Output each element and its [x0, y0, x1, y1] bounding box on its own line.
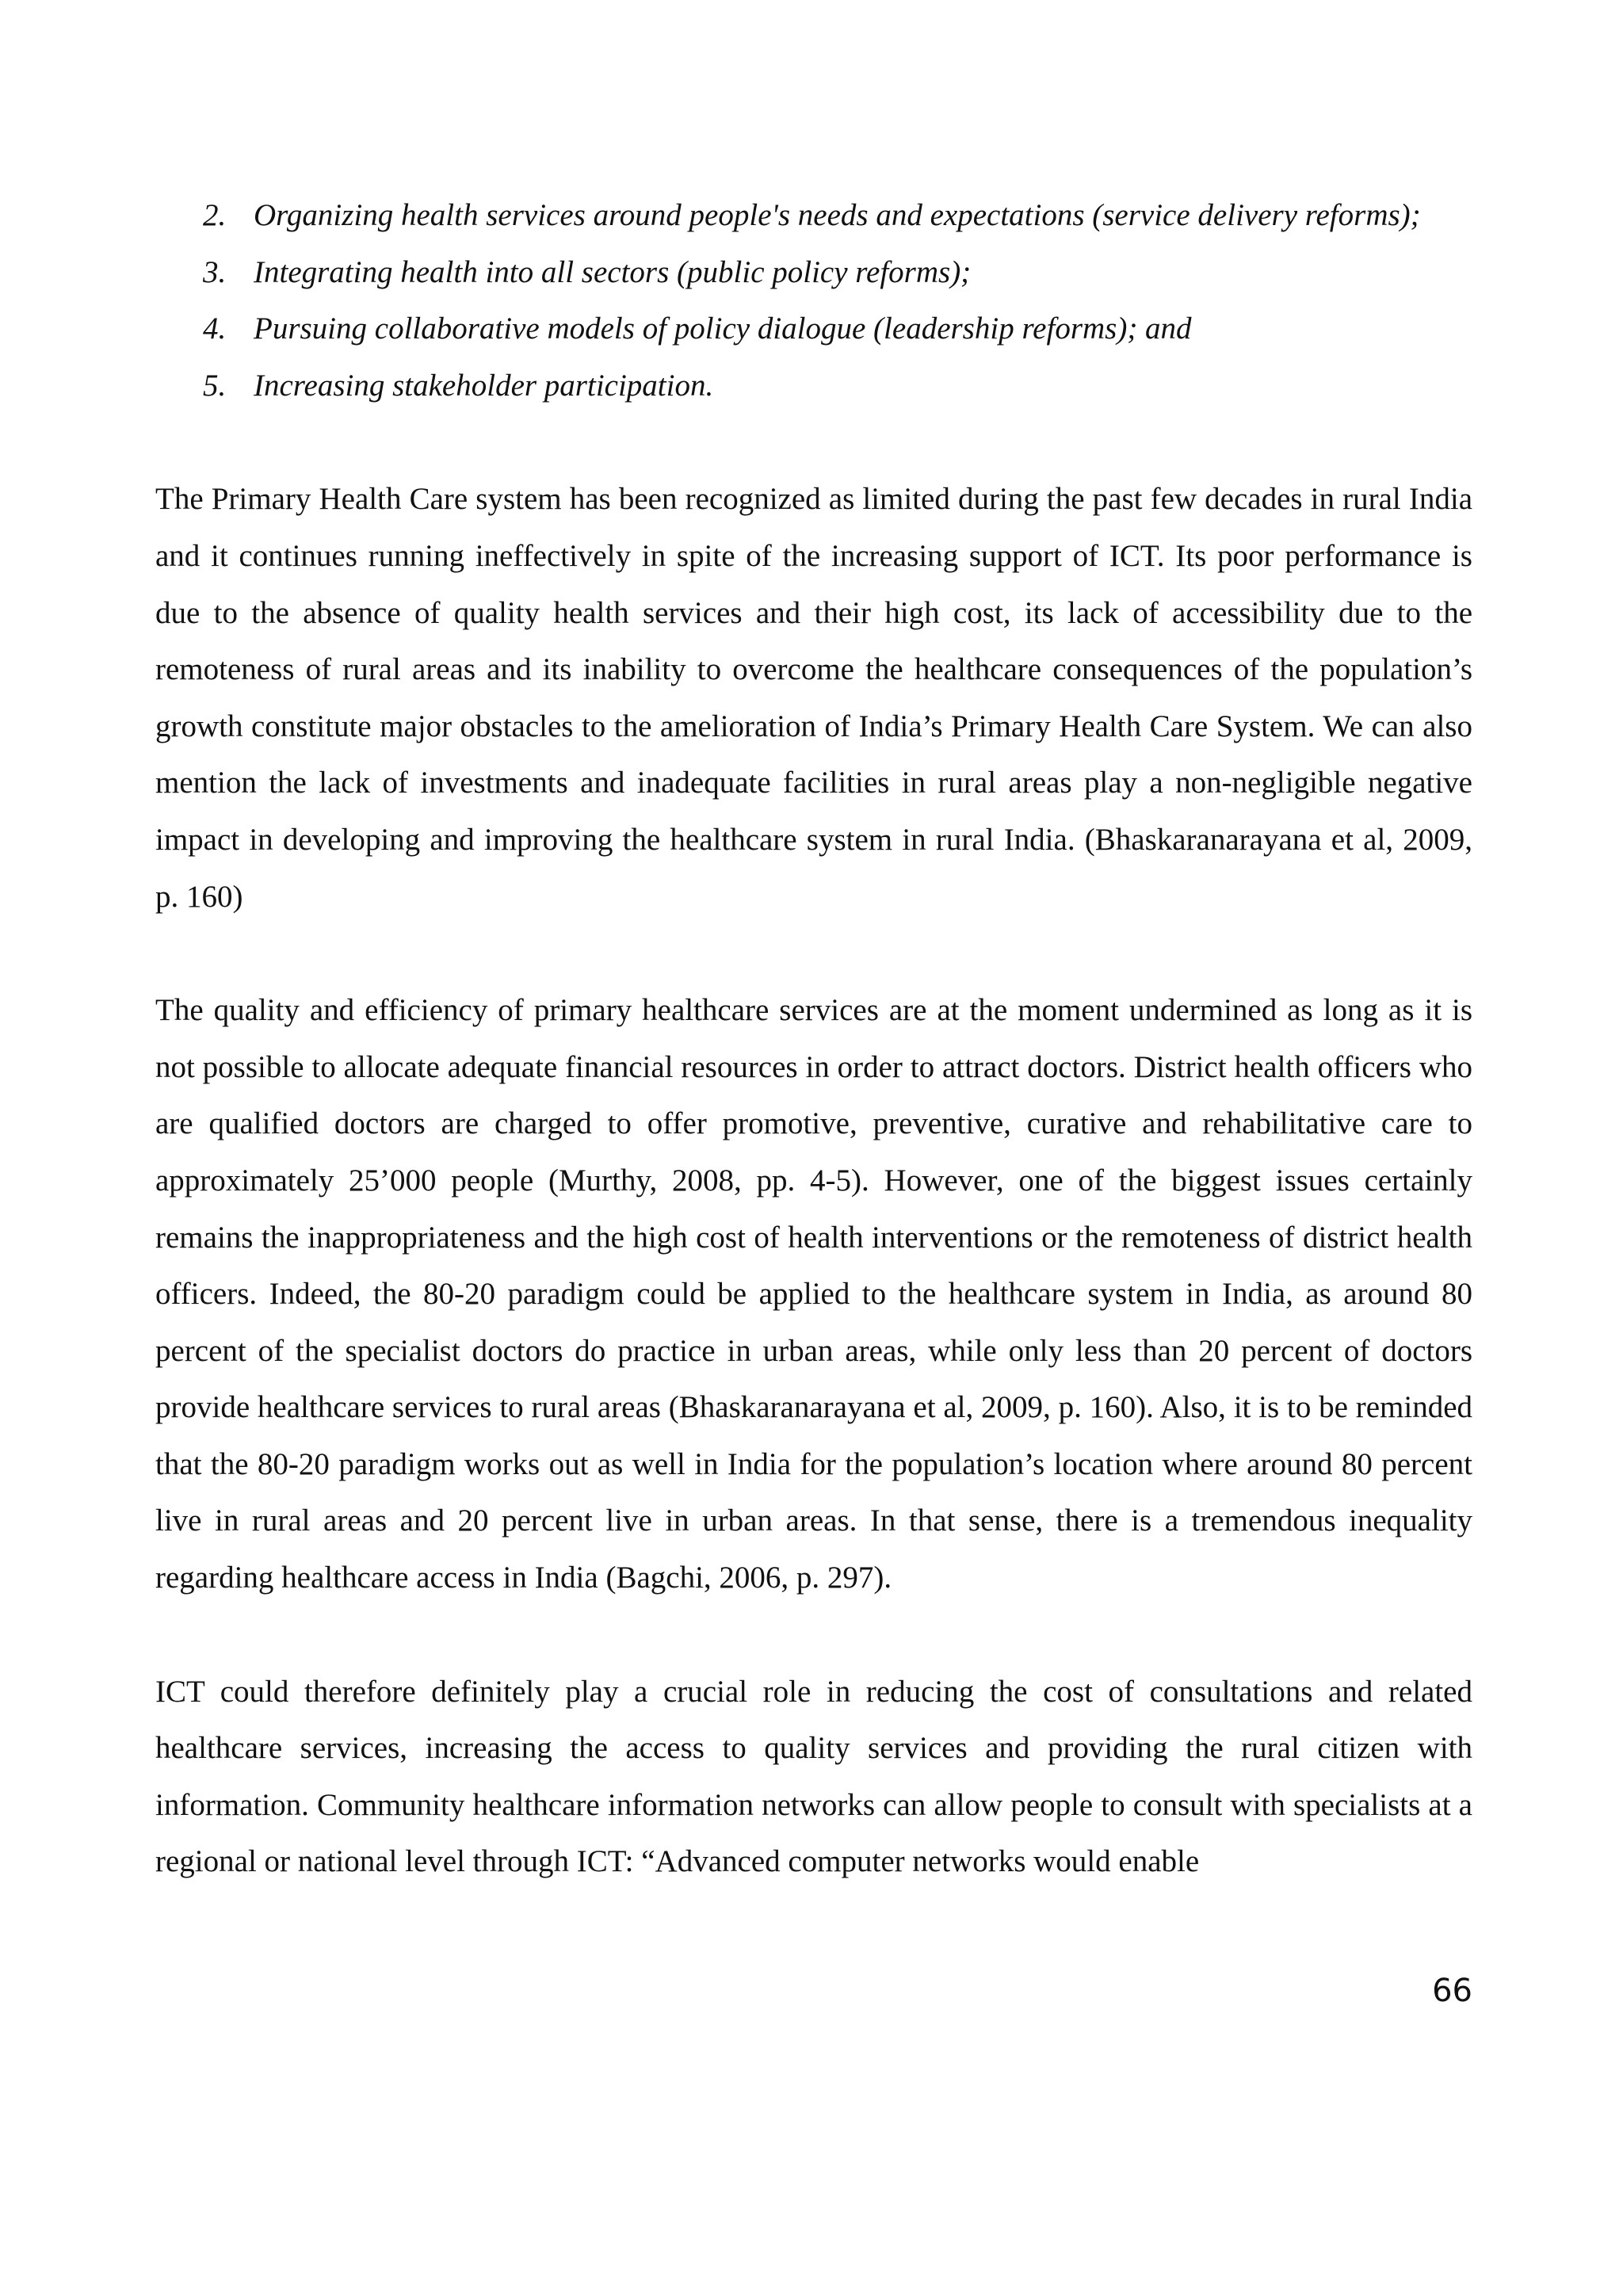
list-item-number: 4. — [203, 311, 227, 346]
list-item — [155, 357, 1472, 415]
list-item-text: Integrating health into all sectors (public policy reforms); — [254, 254, 972, 289]
page-number: 66 — [1432, 1973, 1472, 2009]
list-item — [155, 300, 1472, 357]
list-item-text: Organizing health services around people's needs and expectations (service delivery reforms); — [254, 198, 1421, 232]
list-item-number: 5. — [203, 368, 227, 403]
numbered-list — [155, 187, 1472, 414]
list-item-number: 3. — [203, 254, 227, 289]
list-item — [155, 187, 1472, 244]
list-item-text: Increasing stakeholder participation. — [254, 368, 714, 403]
paragraph-primary-health-care: The Primary Health Care system has been recognized as limited during the past few decades in rural India and it continues running ineffectively in spite of the increasing support of ICT. Its poor performance is due to the absence of quality health services and their high cost, its lack of accessibility due to the remoteness of rural areas and its inability to overcome the healthcare consequences of the population’s growth constitute major obstacles to the amelioration of India’s Primary Health Care System. We can also mention the lack of investments and inadequate facilities in rural areas play a non-negligible negative impact in developing and improving the healthcare system in rural India. (Bhaskaranarayana et al, 2009, p. 160) — [155, 482, 1472, 914]
list-item-number: 2. — [203, 198, 227, 232]
list-item — [155, 244, 1472, 301]
paragraph-ict-role: ICT could therefore definitely play a crucial role in reducing the cost of consultations and related healthcare services, increasing the access to quality services and providing the rural citizen with information. Community healthcare information networks can allow people to consult with specialists at a regional or national level through ICT: “Advanced computer networks would enable — [155, 1674, 1472, 1879]
list-item-text: Pursuing collaborative models of policy dialogue (leadership reforms); and — [254, 311, 1192, 346]
paragraph-quality-efficiency: The quality and efficiency of primary healthcare services are at the moment undermined as long as it is not possible to allocate adequate financial resources in order to attract doctors. District health officers who are qualified doctors are charged to offer promotive, preventive, curative and rehabilitative care to approximately 25’000 people (Murthy, 2008, pp. 4-5). However, one of the biggest issues certainly remains the inappropriateness and the high cost of health interventions or the remoteness of district health officers. Indeed, the 80-20 paradigm could be applied to the healthcare system in India, as around 80 percent of the specialist doctors do practice in urban areas, while only less than 20 percent of doctors provide healthcare services to rural areas (Bhaskaranarayana et al, 2009, p. 160). Also, it is to be reminded that the 80-20 paradigm works out as well in India for the population’s location where around 80 percent live in rural areas and 20 percent live in urban areas. In that sense, there is a tremendous inequality regarding healthcare access in India (Bagchi, 2006, p. 297). — [155, 993, 1472, 1595]
page-content — [155, 187, 1472, 1947]
